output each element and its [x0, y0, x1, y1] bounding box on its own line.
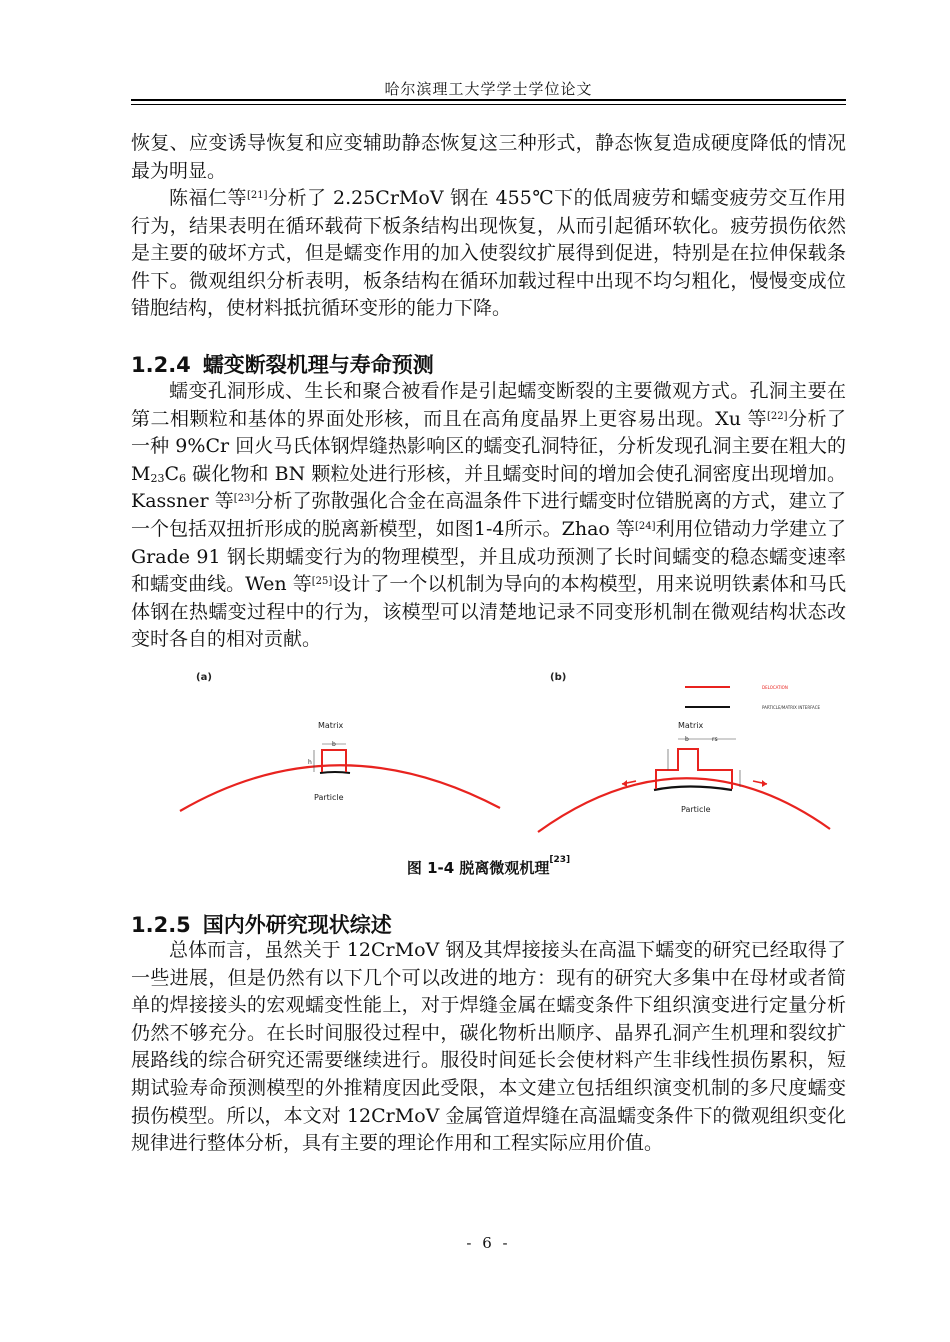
dim-b-a: b	[332, 741, 336, 748]
interface-a	[320, 772, 350, 773]
dislocation-bow-a	[322, 750, 346, 772]
citation-23: [23]	[233, 493, 255, 505]
interface-b	[654, 787, 732, 791]
arrow-left-head-b	[622, 780, 627, 787]
arrow-right-head-b	[762, 780, 767, 787]
section-heading-1-2-5	[131, 909, 392, 939]
paragraph-4	[131, 937, 846, 1158]
subscript-6: 6	[179, 471, 187, 485]
matrix-label-a: Matrix	[318, 721, 344, 730]
subscript-23: 23	[150, 471, 165, 485]
section-heading-1-2-4	[131, 349, 434, 379]
paragraph-3-text-a: 蠕变孔洞形成、生长和聚合被看作是引起蠕变断裂的主要微观方式。孔洞主要在第二相颗粒和基体的界面处形核，而且在高角度晶界上更容易出现。Xu 等	[131, 380, 846, 430]
page-number: - 6 -	[466, 1234, 511, 1252]
paragraph-3-text-g: 设计了一个以机制为导向的本构模型，用来说明铁素体和马氏体钢在热蠕变过程中的行为，该模型可以清楚地记录不同变形机制在微观结构状态改变时各自的相对贡献。	[131, 573, 846, 651]
particle-label-b: Particle	[681, 805, 711, 814]
citation-21: [21]	[246, 190, 268, 201]
paragraph-3-text-b: 分析了一种 9%Cr 回火马氏体钢焊缝热影响区的蠕变孔洞特征，分析发现孔洞主要在粗大的 M	[131, 407, 846, 485]
panel-a-label: (a)	[196, 672, 212, 683]
dislocation-bow-b	[656, 749, 732, 789]
legend-dislocation-label: DELOCATION	[762, 685, 788, 690]
dim-rs-b: rs	[712, 736, 718, 743]
header-rule-thin	[131, 104, 846, 105]
caption-text: 图 1-4 脱离微观机理	[406, 859, 550, 877]
paragraph-1	[131, 130, 846, 185]
paragraph-3-text-e: 分析了弥散强化合金在高温条件下进行蠕变时位错脱离的方式，建立了一个包括双扭折形成的脱离新模型，如图1-4所示。Zhao 等	[131, 490, 846, 540]
paragraph-2-text-a: 陈福仁等	[169, 187, 247, 209]
section-title: 蠕变断裂机理与寿命预测	[202, 353, 434, 377]
legend-interface-label: PARTICLE/MATRIX INTERFACE	[762, 705, 821, 710]
figure-1-4-dislocation-detachment	[180, 666, 821, 841]
paragraph-4-text: 总体而言，虽然关于 12CrMoV 钢及其焊接接头在高温下蠕变的研究已经取得了一些进展，但是仍然有以下几个可以改进的地方：现有的研究大多集中在母材或者简单的焊接接头的宏观蠕变性能上，对于焊缝金属在蠕变条件下组织演变进行定量分析仍然不够充分。在长时间服役过程中，碳化物析出顺序、晶界孔洞产生机理和裂纹扩展路线的综合研究还需要继续进行。服役时间延长会使材料产生非线性损伤累积，短期试验寿命预测模型的外推精度因此受限，本文建立包括组织演变机制的多尺度蠕变损伤模型。所以，本文对 12CrMoV 金属管道焊缝在高温蠕变条件下的微观组织变化规律进行整体分析，具有主要的理论作用和工程实际应用价值。	[131, 939, 846, 1155]
section-number: 1.2.4	[131, 353, 191, 377]
dim-h-label-a: h	[308, 759, 312, 766]
paragraph-2-text-b: 分析了 2.25CrMoV 钢在 455℃下的低周疲劳和蠕变疲劳交互作用行为，结果表明在循环载荷下板条结构出现恢复，从而引起循环软化。疲劳损伤依然是主要的破坏方式，但是蠕变作用的加入使裂纹扩展得到促进，特别是在拉伸保载条件下。微观组织分析表明，板条结构在循环加载过程中出现不均匀粗化，慢慢变成位错胞结构，使材料抵抗循环变形的能力下降。	[131, 187, 846, 320]
panel-b-label: (b)	[550, 672, 567, 683]
caption-citation: [23]	[549, 855, 571, 865]
running-header: 哈尔滨理工大学学士学位论文	[384, 80, 593, 98]
particle-label-a: Particle	[314, 793, 344, 802]
citation-24: [24]	[634, 520, 656, 532]
paragraph-1-text: 恢复、应变诱导恢复和应变辅助静态恢复这三种形式，静态恢复造成硬度降低的情况最为明显。	[131, 132, 846, 182]
citation-22: [22]	[767, 410, 788, 422]
figure-caption	[131, 857, 846, 878]
paragraph-3-text-f: 利用位错动力学建立了 Grade 91 钢长期蠕变行为的物理模型，并且成功预测了长时间蠕变的稳态蠕变速率和蠕变曲线。Wen 等	[131, 517, 846, 596]
dim-b-b: b	[685, 736, 689, 743]
section-title: 国内外研究现状综述	[202, 913, 392, 937]
paragraph-3	[131, 378, 846, 654]
section-number: 1.2.5	[131, 913, 191, 937]
paragraph-3-text-d: 碳化物和 BN 颗粒处进行形核，并且蠕变时间的增加会使孔洞密度出现增加。Kassner 等	[131, 462, 846, 513]
paragraph-2	[131, 185, 846, 323]
matrix-label-b: Matrix	[678, 721, 704, 730]
header-rule-thick	[131, 99, 846, 101]
citation-25: [25]	[311, 576, 333, 588]
paragraph-3-text-c: C	[164, 462, 180, 485]
